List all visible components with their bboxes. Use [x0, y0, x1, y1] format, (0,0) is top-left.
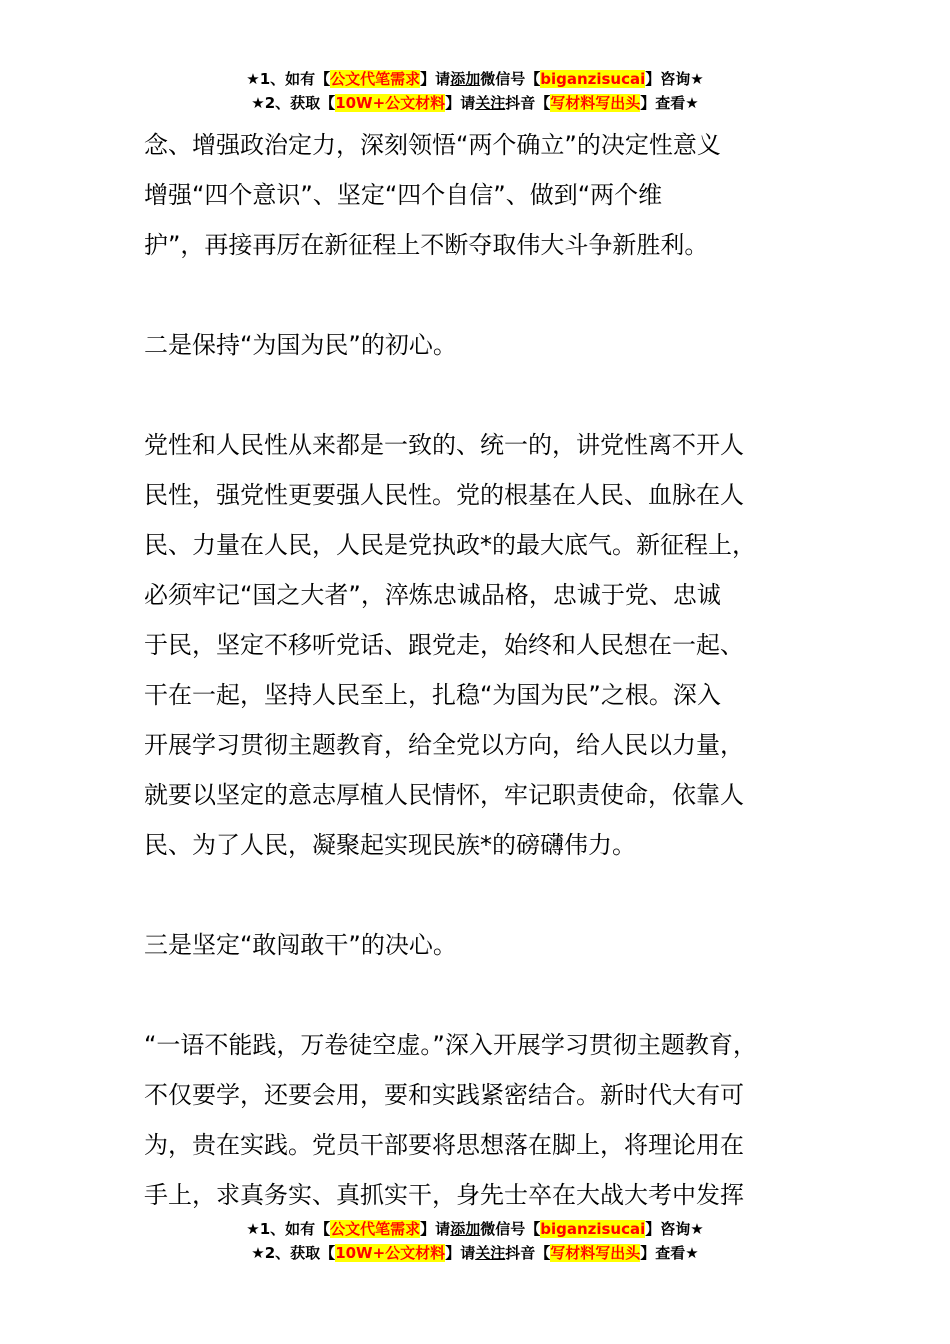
banner-text: 】请: [445, 94, 476, 112]
banner-underline: 添加: [450, 70, 481, 88]
body-line: 干在一起，坚持人民至上，扎稳“为国为民”之根。深入: [144, 681, 721, 709]
document-body: [144, 120, 836, 1220]
footer-banner: [0, 1217, 950, 1265]
banner-line-2: [0, 91, 950, 115]
banner-text: 】查看★: [640, 1244, 699, 1262]
banner-text: ★1、如有【: [246, 1220, 331, 1238]
banner-underline: 添加: [450, 1220, 481, 1238]
banner-text: 】查看★: [640, 94, 699, 112]
banner-highlight: 10W+公文材料: [335, 94, 446, 112]
body-line: 二是保持“为国为民”的初心。: [144, 331, 457, 359]
body-line: 不仅要学，还要会用，要和实践紧密结合。新时代大有可: [144, 1081, 744, 1109]
body-line: 就要以坚定的意志厚植人民情怀，牢记职责使命，依靠人: [144, 781, 744, 809]
banner-underline: 关注: [475, 1244, 506, 1262]
banner-line-2: [0, 1241, 950, 1265]
body-line: 为，贵在实践。党员干部要将思想落在脚上，将理论用在: [144, 1131, 744, 1159]
banner-highlight: 10W+公文材料: [335, 1244, 446, 1262]
banner-highlight: 公文代笔需求: [330, 70, 421, 88]
body-line: 民、力量在人民，人民是党执政*的最大底气。新征程上，: [144, 531, 756, 559]
banner-text: 】咨询★: [645, 1220, 704, 1238]
banner-text: 抖音【: [505, 94, 551, 112]
body-line: 民、为了人民，凝聚起实现民族*的磅礴伟力。: [144, 831, 636, 859]
banner-text: 抖音【: [505, 1244, 551, 1262]
banner-text: 】咨询★: [645, 70, 704, 88]
banner-text: 微信号【: [480, 1220, 541, 1238]
banner-line-1: [0, 1217, 950, 1241]
body-line: 开展学习贯彻主题教育，给全党以方向，给人民以力量，: [144, 731, 744, 759]
banner-highlight: 写材料写出头: [550, 1244, 641, 1262]
body-line: 于民，坚定不移听党话、跟党走，始终和人民想在一起、: [144, 631, 744, 659]
body-line: 护”，再接再厉在新征程上不断夺取伟大斗争新胜利。: [144, 231, 709, 259]
paragraph-gap: [144, 370, 836, 420]
paragraph-gap: [144, 970, 836, 1020]
paragraph-gap: [144, 270, 836, 320]
banner-text: ★2、获取【: [251, 94, 336, 112]
banner-text: 】请: [420, 70, 451, 88]
banner-highlight: 公文代笔需求: [330, 1220, 421, 1238]
banner-text: 】请: [445, 1244, 476, 1262]
banner-text: ★1、如有【: [246, 70, 331, 88]
body-line: “一语不能践，万卷徒空虚。”深入开展学习贯彻主题教育，: [144, 1031, 757, 1059]
body-line: 手上，求真务实、真抓实干，身先士卒在大战大考中发挥: [144, 1181, 744, 1209]
body-line: 三是坚定“敢闯敢干”的决心。: [144, 931, 457, 959]
body-line: 增强“四个意识”、坚定“四个自信”、做到“两个维: [144, 181, 663, 209]
banner-text: 微信号【: [480, 70, 541, 88]
banner-text: 】请: [420, 1220, 451, 1238]
body-line: 党性和人民性从来都是一致的、统一的，讲党性离不开人: [144, 431, 744, 459]
body-line: 念、增强政治定力，深刻领悟“两个确立”的决定性意义: [144, 131, 721, 159]
banner-highlight: biganzisucai: [540, 1220, 646, 1238]
banner-highlight: 写材料写出头: [550, 94, 641, 112]
body-line: 民性，强党性更要强人民性。党的根基在人民、血脉在人: [144, 481, 744, 509]
body-line: 必须牢记“国之大者”，淬炼忠诚品格，忠诚于党、忠诚: [144, 581, 721, 609]
banner-text: ★2、获取【: [251, 1244, 336, 1262]
banner-highlight: biganzisucai: [540, 70, 646, 88]
banner-underline: 关注: [475, 94, 506, 112]
header-banner: [0, 67, 950, 115]
banner-line-1: [0, 67, 950, 91]
paragraph-gap: [144, 870, 836, 920]
